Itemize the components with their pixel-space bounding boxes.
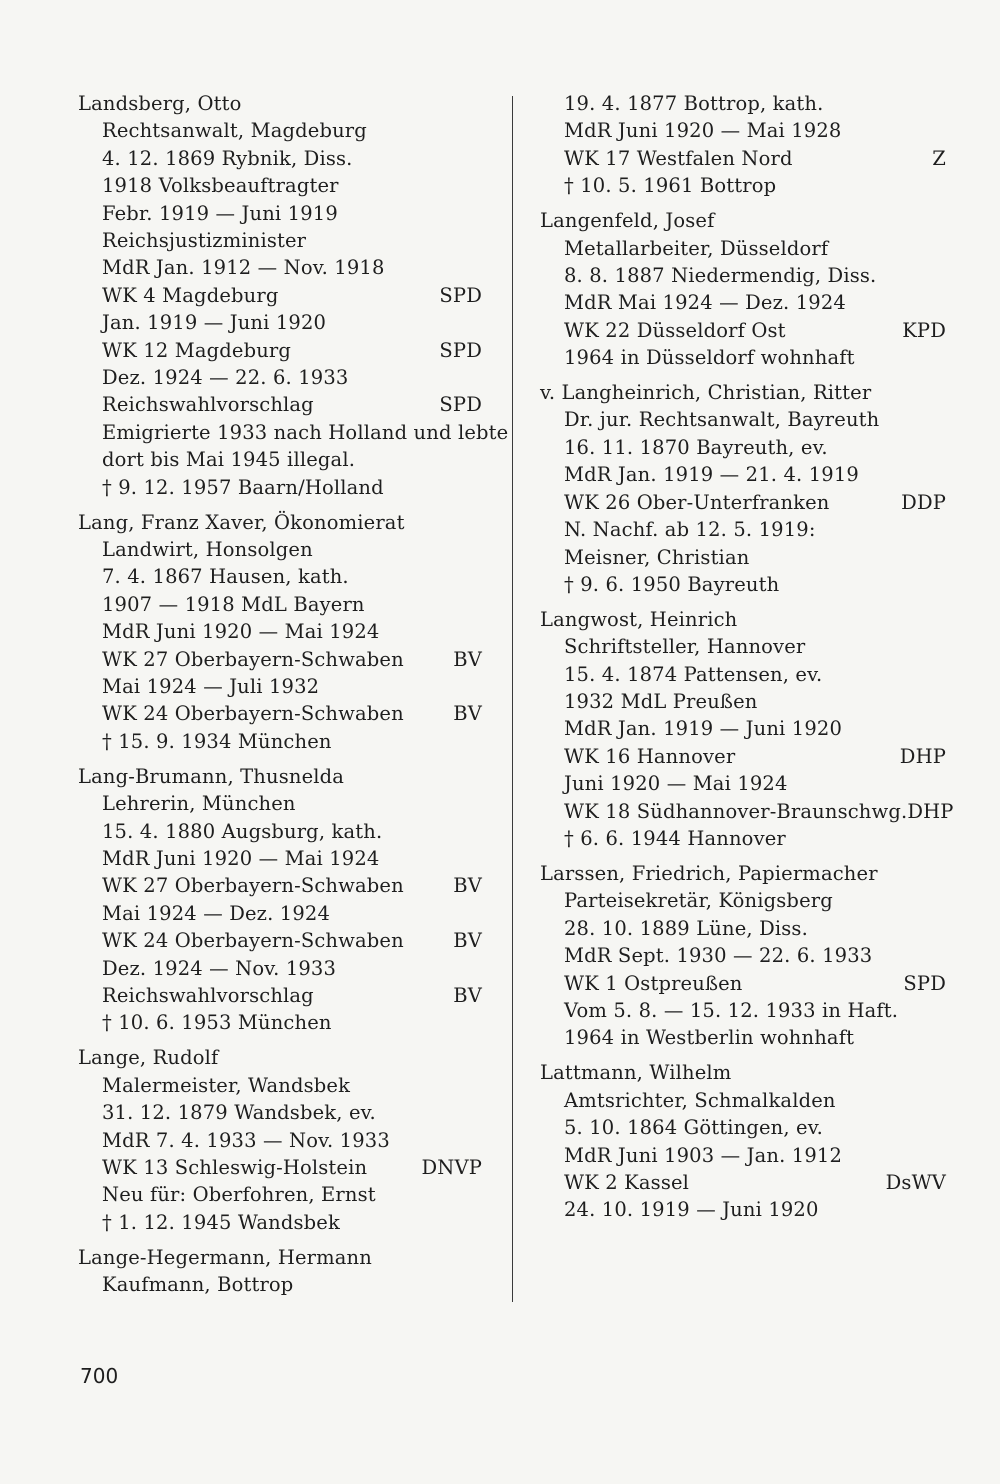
entry-line-text: Mai 1924 — Dez. 1924 (102, 901, 331, 925)
entry-line (78, 618, 482, 645)
entry-line-text: 5. 10. 1864 Göttingen, ev. (564, 1116, 823, 1140)
entry-line-text: Metallarbeiter, Düsseldorf (564, 236, 829, 260)
party-label: SPD (439, 338, 482, 362)
entry-line (78, 872, 482, 899)
entry-line (78, 927, 482, 954)
entry-line-text: WK 24 Oberbayern-Schwaben (102, 929, 404, 953)
biography-entry (78, 1044, 482, 1236)
entry-line (78, 1209, 482, 1236)
entry-line (78, 818, 482, 845)
entry-line (540, 915, 946, 942)
entry-line (540, 344, 946, 371)
entry-line (78, 673, 482, 700)
entry-line (78, 563, 482, 590)
entry-line-text: Amtsrichter, Schmalkalden (564, 1088, 836, 1112)
entry-line-text: Parteisekretär, Königsberg (564, 889, 833, 913)
entry-name: Lange, Rudolf (78, 1046, 219, 1070)
entry-line (540, 235, 946, 262)
page-number: 700 (80, 1364, 119, 1388)
entry-line-text: MdR Jan. 1919 — 21. 4. 1919 (564, 463, 859, 487)
entry-line (78, 845, 482, 872)
entry-line-text: Emigrierte 1933 nach Holland und lebte (102, 420, 509, 444)
entry-name: Lattmann, Wilhelm (540, 1061, 732, 1085)
party-label: BV (453, 929, 482, 953)
entry-line-text: 31. 12. 1879 Wandsbek, ev. (102, 1101, 376, 1125)
entry-line-text: Dez. 1924 — 22. 6. 1933 (102, 366, 349, 390)
entry-line (78, 474, 482, 501)
party-label: DNVP (421, 1155, 482, 1179)
entry-line (540, 970, 946, 997)
entry-line-text: † 10. 5. 1961 Bottrop (564, 174, 777, 198)
entry-line-text: Juni 1920 — Mai 1924 (564, 772, 788, 796)
entry-line-text: WK 2 Kassel (564, 1170, 690, 1194)
entry-line-text: WK 16 Hannover (564, 744, 736, 768)
entry-line (540, 715, 946, 742)
entry-line-text: † 15. 9. 1934 München (102, 729, 332, 753)
entry-line (540, 825, 946, 852)
entry-line-text: dort bis Mai 1945 illegal. (102, 448, 356, 472)
entry-line-text: WK 24 Oberbayern-Schwaben (102, 702, 404, 726)
entry-line-text: Reichsjustizminister (102, 229, 307, 253)
entry-line (540, 489, 946, 516)
entry-line (540, 997, 946, 1024)
biography-entry (540, 860, 946, 1052)
party-label: DHP (907, 799, 954, 823)
entry-line (78, 364, 482, 391)
entry-line-text: Schriftsteller, Hannover (564, 635, 806, 659)
entry-name: Lang-Brumann, Thusnelda (78, 764, 345, 788)
entry-line-text: WK 13 Schleswig-Holstein (102, 1155, 368, 1179)
entry-line (78, 227, 482, 254)
entry-line-text: † 9. 12. 1957 Baarn/Holland (102, 475, 384, 499)
entry-line-text: MdR Juni 1920 — Mai 1924 (102, 846, 380, 870)
entry-line (78, 1009, 482, 1036)
column-divider (512, 96, 513, 1302)
entry-line-text: Neu für: Oberfohren, Ernst (102, 1183, 376, 1207)
entry-line (540, 571, 946, 598)
entry-line (540, 145, 946, 172)
entry-name: Langenfeld, Josef (540, 209, 715, 233)
entry-line (540, 1142, 946, 1169)
entry-line (78, 254, 482, 281)
entry-line (78, 282, 482, 309)
entry-line (540, 661, 946, 688)
entry-line-text: MdR Juni 1920 — Mai 1924 (102, 620, 380, 644)
entry-line (78, 200, 482, 227)
entry-line-text: Landwirt, Honsolgen (102, 538, 313, 561)
entry-line (78, 446, 482, 473)
entry-name: v. Langheinrich, Christian, Ritter (540, 381, 872, 405)
entry-line-text: Febr. 1919 — Juni 1919 (102, 201, 338, 225)
entry-line (78, 337, 482, 364)
entry-line-text: 15. 4. 1874 Pattensen, ev. (564, 662, 823, 686)
entry-line-text: MdR Jan. 1912 — Nov. 1918 (102, 256, 385, 280)
biography-entry (540, 90, 946, 200)
right-column (540, 90, 954, 1231)
entry-line-text: MdR Jan. 1919 — Juni 1920 (564, 717, 842, 741)
entry-line-text: WK 17 Westfalen Nord (564, 146, 793, 170)
entry-line (78, 1181, 482, 1208)
biography-entry (78, 763, 482, 1037)
entry-line (78, 982, 482, 1009)
party-label: DsWV (885, 1170, 946, 1194)
entry-line (78, 1072, 482, 1099)
entry-line (78, 145, 482, 172)
party-label: DHP (899, 744, 946, 768)
entry-line-text: WK 4 Magdeburg (102, 283, 279, 307)
entry-line (540, 1114, 946, 1141)
entry-line (540, 289, 946, 316)
biography-entry (78, 509, 482, 756)
entry-line-text: WK 18 Südhannover-Braunschwg. (564, 799, 908, 823)
party-label: BV (453, 984, 482, 1007)
entry-line-text: Kaufmann, Bottrop (102, 1273, 294, 1297)
entry-line (78, 700, 482, 727)
entry-line (540, 461, 946, 488)
party-label: KPD (902, 318, 946, 342)
party-label: BV (453, 702, 482, 726)
entry-line (78, 172, 482, 199)
entry-line-text: WK 27 Oberbayern-Schwaben (102, 647, 404, 671)
biography-entry (78, 1244, 482, 1299)
entry-line (540, 90, 946, 117)
entry-line-text: N. Nachf. ab 12. 5. 1919: (564, 518, 816, 542)
entry-line (78, 419, 509, 446)
entry-line (540, 544, 946, 571)
entry-line-text: WK 26 Ober-Unterfranken (564, 490, 830, 514)
party-label: BV (453, 647, 482, 671)
entry-line-text: Meisner, Christian (564, 545, 750, 569)
entry-line-text: 1918 Volksbeauftragter (102, 174, 339, 198)
entry-name: Lange-Hegermann, Hermann (78, 1245, 372, 1269)
entry-line (540, 262, 946, 289)
entry-line-text: 7. 4. 1867 Hausen, kath. (102, 565, 349, 589)
entry-line-text: Rechtsanwalt, Magdeburg (102, 119, 367, 143)
entry-name: Lang, Franz Xaver, Ökonomierat (78, 510, 405, 534)
entry-line-text: † 9. 6. 1950 Bayreuth (564, 572, 780, 596)
entry-line (540, 1087, 946, 1114)
entry-line-text: MdR Juni 1903 — Jan. 1912 (564, 1143, 842, 1167)
biography-entry (540, 207, 946, 371)
entry-line (540, 317, 946, 344)
entry-line (540, 1196, 946, 1223)
entry-name: Larssen, Friedrich, Papiermacher (540, 861, 878, 885)
entry-line-text: Jan. 1919 — Juni 1920 (102, 311, 327, 335)
entry-line-text: WK 12 Magdeburg (102, 338, 292, 362)
entry-line (540, 406, 946, 433)
entry-line (540, 1169, 946, 1196)
entry-line-text: Reichswahlvorschlag (102, 393, 314, 417)
party-label: SPD (439, 393, 482, 417)
entry-line (78, 955, 482, 982)
entry-line (78, 117, 482, 144)
entry-line-text: 24. 10. 1919 — Juni 1920 (564, 1198, 819, 1222)
party-label: Z (932, 146, 946, 170)
left-column (78, 90, 509, 1306)
entry-line-text: 19. 4. 1877 Bottrop, kath. (564, 92, 824, 115)
biography-entry (540, 606, 954, 853)
entry-line (540, 117, 946, 144)
entry-line-text: WK 22 Düsseldorf Ost (564, 318, 786, 342)
entry-line-text: Reichswahlvorschlag (102, 984, 314, 1007)
entry-line (540, 942, 946, 969)
entry-line-text: 15. 4. 1880 Augsburg, kath. (102, 819, 383, 843)
entry-line (540, 887, 946, 914)
entry-line-text: 8. 8. 1887 Niedermendig, Diss. (564, 263, 877, 287)
entry-line (78, 391, 482, 418)
entry-line (78, 591, 482, 618)
entry-line (540, 688, 946, 715)
entry-line-text: Mai 1924 — Juli 1932 (102, 675, 320, 699)
entry-line-text: 4. 12. 1869 Rybnik, Diss. (102, 146, 353, 170)
entry-line (540, 743, 946, 770)
entry-line-text: † 6. 6. 1944 Hannover (564, 827, 786, 851)
entry-line-text: MdR Sept. 1930 — 22. 6. 1933 (564, 944, 873, 968)
entry-line (540, 434, 946, 461)
biography-entry (78, 90, 509, 501)
entry-line (540, 516, 946, 543)
entry-line (78, 1099, 482, 1126)
entry-line-text: Lehrerin, München (102, 792, 296, 816)
entry-line-text: WK 1 Ostpreußen (564, 971, 743, 995)
entry-line-text: Dr. jur. Rechtsanwalt, Bayreuth (564, 408, 880, 432)
entry-line (78, 728, 482, 755)
entry-line (78, 1127, 482, 1154)
entry-line-text: 28. 10. 1889 Lüne, Diss. (564, 916, 808, 940)
biography-entry (540, 379, 946, 598)
entry-line-text: Vom 5. 8. — 15. 12. 1933 in Haft. (564, 999, 899, 1022)
entry-line-text: MdR Juni 1920 — Mai 1928 (564, 119, 842, 143)
entry-line (78, 309, 482, 336)
entry-line-text: 1907 — 1918 MdL Bayern (102, 592, 365, 616)
party-label: SPD (439, 283, 482, 307)
entry-name: Langwost, Heinrich (540, 607, 738, 631)
entry-line (540, 633, 946, 660)
entry-line-text: 1964 in Westberlin wohnhaft (564, 1026, 855, 1050)
entry-line (78, 1154, 482, 1181)
biography-entry (540, 1059, 946, 1223)
entry-line-text: Dez. 1924 — Nov. 1933 (102, 956, 337, 980)
entry-line (540, 798, 954, 825)
entry-line (540, 172, 946, 199)
party-label: SPD (903, 971, 946, 995)
entry-line-text: Malermeister, Wandsbek (102, 1073, 351, 1097)
entry-line (78, 1271, 482, 1298)
entry-line-text: MdR Mai 1924 — Dez. 1924 (564, 291, 846, 315)
entry-line (78, 646, 482, 673)
entry-line-text: † 10. 6. 1953 München (102, 1011, 332, 1035)
entry-line-text: 1964 in Düsseldorf wohnhaft (564, 346, 855, 370)
entry-line (540, 1024, 946, 1051)
party-label: BV (453, 874, 482, 898)
entry-line (78, 900, 482, 927)
party-label: DDP (901, 490, 946, 514)
entry-line (78, 790, 482, 817)
entry-line-text: 1932 MdL Preußen (564, 690, 758, 714)
entry-line-text: † 1. 12. 1945 Wandsbek (102, 1210, 340, 1234)
entry-line (78, 536, 482, 563)
entry-name: Landsberg, Otto (78, 92, 242, 115)
entry-line-text: WK 27 Oberbayern-Schwaben (102, 874, 404, 898)
entry-line-text: MdR 7. 4. 1933 — Nov. 1933 (102, 1128, 390, 1152)
entry-line-text: 16. 11. 1870 Bayreuth, ev. (564, 435, 828, 459)
entry-line (540, 770, 946, 797)
